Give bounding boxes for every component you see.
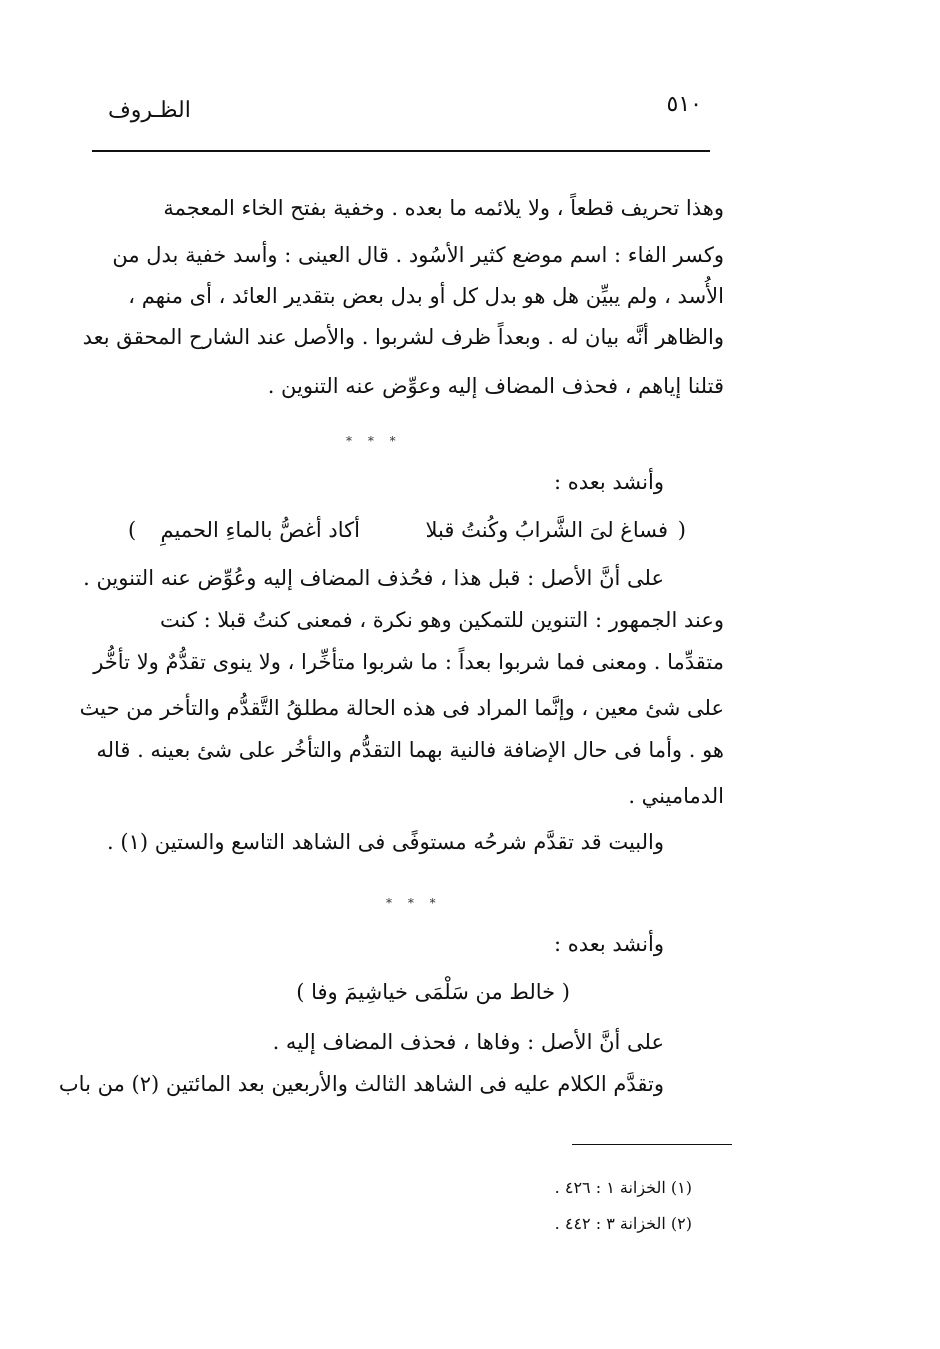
section-separator: * * * [386, 896, 442, 910]
footnote: (٢) الخزانة ٣ : ٤٤٢ . [554, 1214, 692, 1233]
verse: ( خالط من سَلْمَى خياشِيمَ وفا ) [296, 980, 570, 1004]
text-line: الأُسد ، ولم يبيِّن هل هو بدل كل أو بدل بعض بتقدير العائد ، أى منهم ، [128, 284, 724, 308]
text-line: الدماميني . [628, 784, 724, 808]
intro-line: وأنشد بعده : [553, 932, 664, 956]
text-line: والبيت قد تقدَّم شرحُه مستوفًى فى الشاهد التاسع والستين (١) . [107, 830, 664, 854]
header-rule [92, 150, 710, 152]
text-line: وهذا تحريف قطعاً ، ولا يلائمه ما بعده . وخفية بفتح الخاء المعجمة [163, 196, 724, 220]
page-number: ٥١٠ [666, 92, 702, 117]
text-line: وتقدَّم الكلام عليه فى الشاهد الثالث والأربعين بعد المائتين (٢) من باب [58, 1072, 664, 1096]
text-line: والظاهر أنَّه بيان له . وبعداً ظرف لشربوا . والأصل عند الشارح المحقق بعد [82, 325, 724, 349]
text-line: على شئ معين ، وإنَّما المراد فى هذه الحالة مطلقُ التَّقدُّم والتأخر من حيث [79, 696, 724, 720]
text-line: على أنَّ الأصل : وفاها ، فحذف المضاف إليه . [272, 1030, 664, 1054]
running-title: الظـروف [108, 98, 191, 123]
verse-hemistich-1: فساغ لىَ الشَّرابُ وكُنتُ قبلا [425, 518, 668, 542]
text-line: وعند الجمهور : التنوين للتمكين وهو نكرة ، فمعنى كنتُ قبلا : كنت [159, 608, 724, 632]
verse-bracket-close: ) [128, 518, 137, 542]
section-separator: * * * [346, 434, 402, 448]
footnote-rule [572, 1144, 732, 1145]
intro-line: وأنشد بعده : [553, 470, 664, 494]
footnote: (١) الخزانة ١ : ٤٢٦ . [554, 1178, 692, 1197]
text-line: على أنَّ الأصل : قبل هذا ، فحُذف المضاف إليه وعُوِّض عنه التنوين . [83, 566, 664, 590]
text-line: وكسر الفاء : اسم موضع كثير الأسُود . قال العينى : وأسد خفية بدل من [112, 243, 724, 267]
text-line: هو . وأما فى حال الإضافة فالنية بهما التقدُّم والتأخُر على شئ بعينه . قاله [96, 738, 724, 762]
text-line: متقدِّما . ومعنى فما شربوا بعداً : ما شربوا متأخِّرا ، ولا ينوى تقدُّمٌ ولا تأخُّر [93, 650, 724, 674]
verse-hemistich-2: أكاد أغصُّ بالماءِ الحميمِ [160, 518, 360, 542]
verse-bracket-open: ( [677, 518, 686, 542]
text-line: قتلنا إياهم ، فحذف المضاف إليه وعوِّض عنه التنوين . [267, 374, 724, 398]
